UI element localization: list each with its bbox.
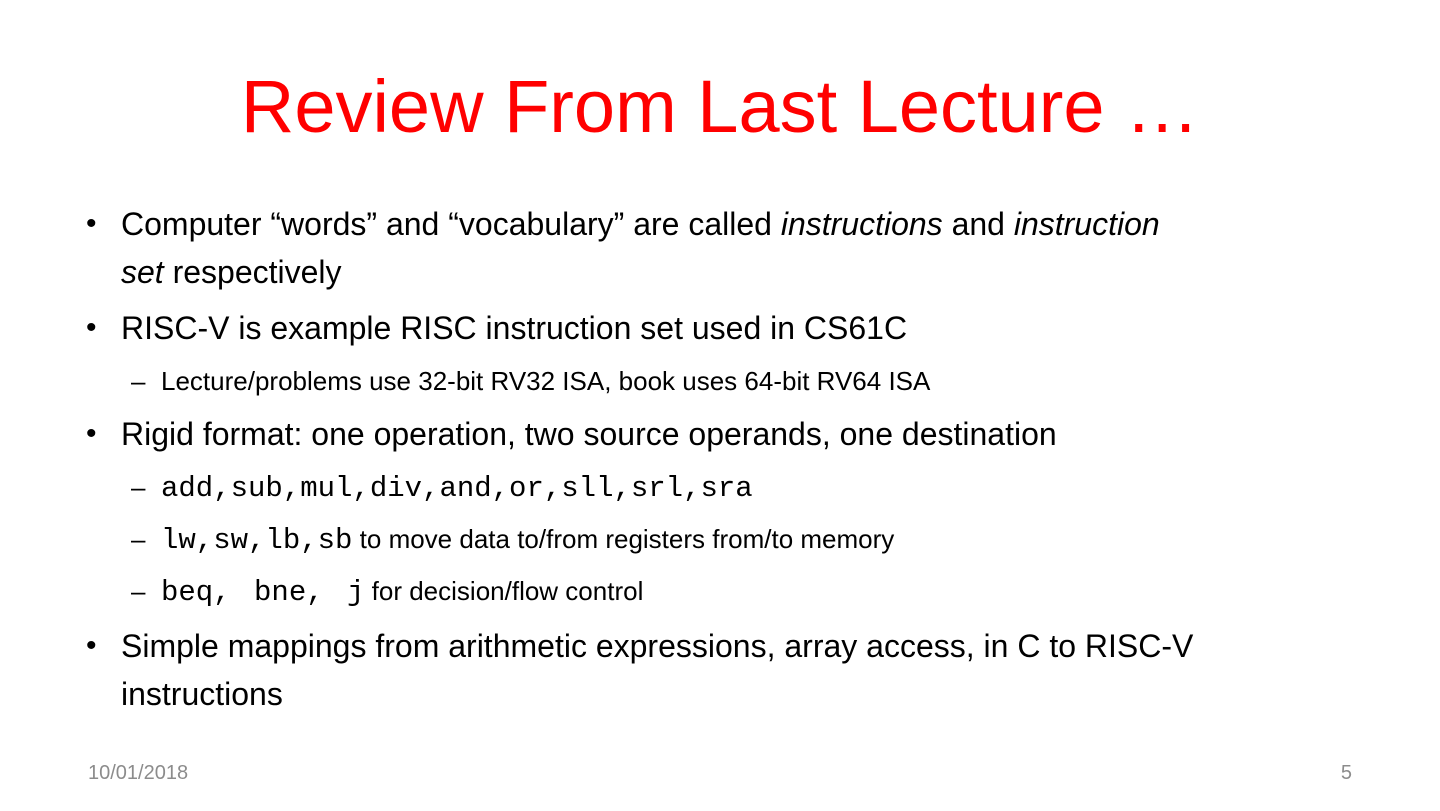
- sub-item-branch-ops: [86, 570, 1386, 614]
- sub-item-text: to move data to/from registers from/to memory: [352, 524, 895, 554]
- slide-body: [86, 200, 1386, 726]
- dash-icon: –: [131, 524, 146, 554]
- bullet-item-mappings: [86, 622, 1386, 718]
- bullet-text: respectively: [163, 254, 342, 290]
- bullet-emphasis: instructions: [780, 206, 943, 242]
- bullet-item-rigid-format: [86, 410, 1386, 458]
- dash-icon: –: [131, 576, 146, 606]
- sub-item-arith-ops: [86, 466, 1386, 510]
- sub-item-text: Lecture/problems use 32-bit RV32 ISA, book uses 64-bit RV64 ISA: [161, 366, 931, 396]
- bullet-text: Simple mappings from arithmetic expressions, array access, in C to RISC-V: [121, 628, 1194, 664]
- bullet-emphasis: instruction: [1013, 206, 1160, 242]
- bullet-icon: •: [86, 417, 97, 450]
- slide-title: Review From Last Lecture …: [240, 65, 1200, 148]
- page-number: 5: [1340, 762, 1352, 784]
- code-text: lw,sw,lb,sb: [161, 524, 353, 557]
- bullet-icon: •: [86, 311, 97, 344]
- bullet-text: RISC-V is example RISC instruction set used in CS61C: [121, 310, 908, 346]
- dash-icon: –: [131, 366, 146, 396]
- code-text: add,sub,mul,div,and,or,sll,srl,sra: [161, 472, 753, 505]
- bullet-item-instructions: [86, 200, 1386, 296]
- bullet-item-riscv: [86, 304, 1386, 352]
- bullet-text: Rigid format: one operation, two source operands, one destination: [121, 416, 1057, 452]
- bullet-icon: •: [86, 629, 97, 662]
- code-text: beq, bne, j: [161, 576, 365, 609]
- bullet-text: and: [942, 206, 1014, 242]
- sub-item-text: for decision/flow control: [364, 576, 644, 606]
- bullet-text: instructions: [121, 676, 283, 712]
- bullet-emphasis: set: [121, 254, 164, 290]
- sub-item-memory-ops: [86, 518, 1386, 562]
- footer-date: 10/01/2018: [88, 762, 189, 784]
- dash-icon: –: [131, 472, 146, 502]
- sub-item-isa: [86, 360, 1386, 402]
- bullet-icon: •: [86, 207, 97, 240]
- bullet-text: Computer “words” and “vocabulary” are called: [121, 206, 781, 242]
